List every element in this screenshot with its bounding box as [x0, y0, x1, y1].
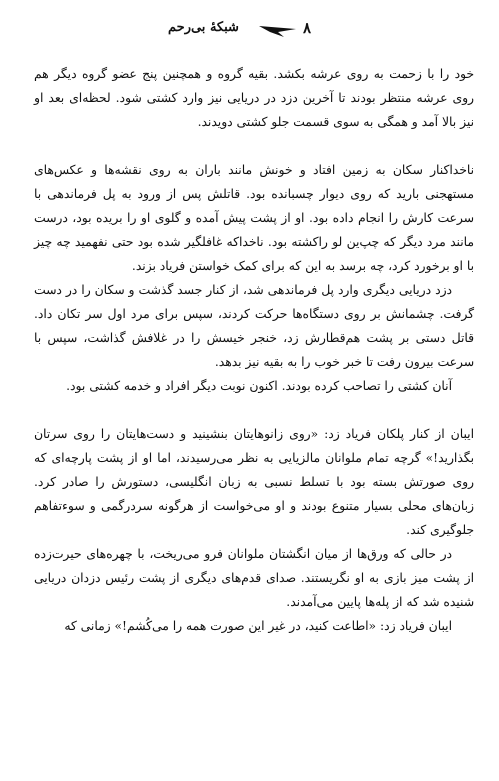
paragraph: ناخداکنار سکان به زمین افتاد و خونش مانند باران به روی نقشه‌ها و عکس‌های مستهجنی بارید که روی دیوار چسبانده بود. قاتلش پس از ورود به پل فرماندهی با سرعت کارش را انجام داده بود. او از پشت پیش آمده و گلوی او را بریده بود، درست مانند مرد دیگر که چپ‌ین لو راکشته بود. ناخداکه غافلگیر شده بود حتی نفهمید چه چیز با او برخورد کرد، چه برسد به این که برای کمک خواستن فریاد بزند. [34, 163, 474, 273]
paragraph: دزد دریایی دیگری وارد پل فرماندهی شد، از کنار جسد گذشت و سکان را در دست گرفت. چشمانش بر روی دستگاه‌ها حرکت کردند، سپس برای مرد اول سر تکان داد. قاتل دستی بر پشت هم‌قطارش زد، خنجر خیسش را در غلافش گذاشت، سپس با سرعت بیرون رفت تا خبر خوب را به بقیه نیز بدهد. [34, 283, 474, 369]
header-ornament-icon [258, 24, 298, 38]
page-number: ۸ [303, 19, 312, 37]
paragraph: ایبان فریاد زد: «اطاعت کنید، در غیر این صورت همه را می‌کُشم!» زمانی که [64, 619, 452, 633]
running-title: شبکهٔ بی‌رحم [168, 20, 239, 35]
paragraph: ایبان از کنار پلکان فریاد زد: «روی زانوهایتان بنشینید و دست‌هایتان را روی سرتان بگذارید!» گرچه تمام ملوانان مالزیایی به نظر می‌رسیدند، اما او از پشت پارچه‌ای که روی صورتش بسته بود با تسلط نسبی به زبان انگلیسی، دستورش را صادر کرد. زبان‌های محلی بسیار متنوع بودند و او می‌خواست از هرگونه سردرگمی و سوءتفاهم جلوگیری کند. [34, 427, 474, 537]
paragraph: در حالی که ورق‌ها از میان انگشتان ملوانان فرو می‌ریخت، با چهره‌های حیرت‌زده از پشت میز بازی به او نگریستند. صدای قدم‌های دیگری از پشت رئیس دزدان دریایی شنیده شد که از پله‌ها پایین می‌آمدند. [34, 547, 474, 609]
paragraph: خود را با زحمت به روی عرشه بکشد. بقیه گروه و همچنین پنج عضو گروه دیگر هم روی عرشه منتظر بودند تا آخرین دزد در دریایی نیز وارد کشتی شود. لحظه‌ای بعد او نیز بالا آمد و همگی به سوی قسمت جلو کشتی دویدند. [34, 67, 474, 129]
paragraph: آنان کشتی را تصاحب کرده بودند. اکنون نوبت دیگر افراد و خدمه کشتی بود. [66, 379, 452, 393]
page-body [34, 62, 474, 638]
page-header [0, 18, 499, 42]
